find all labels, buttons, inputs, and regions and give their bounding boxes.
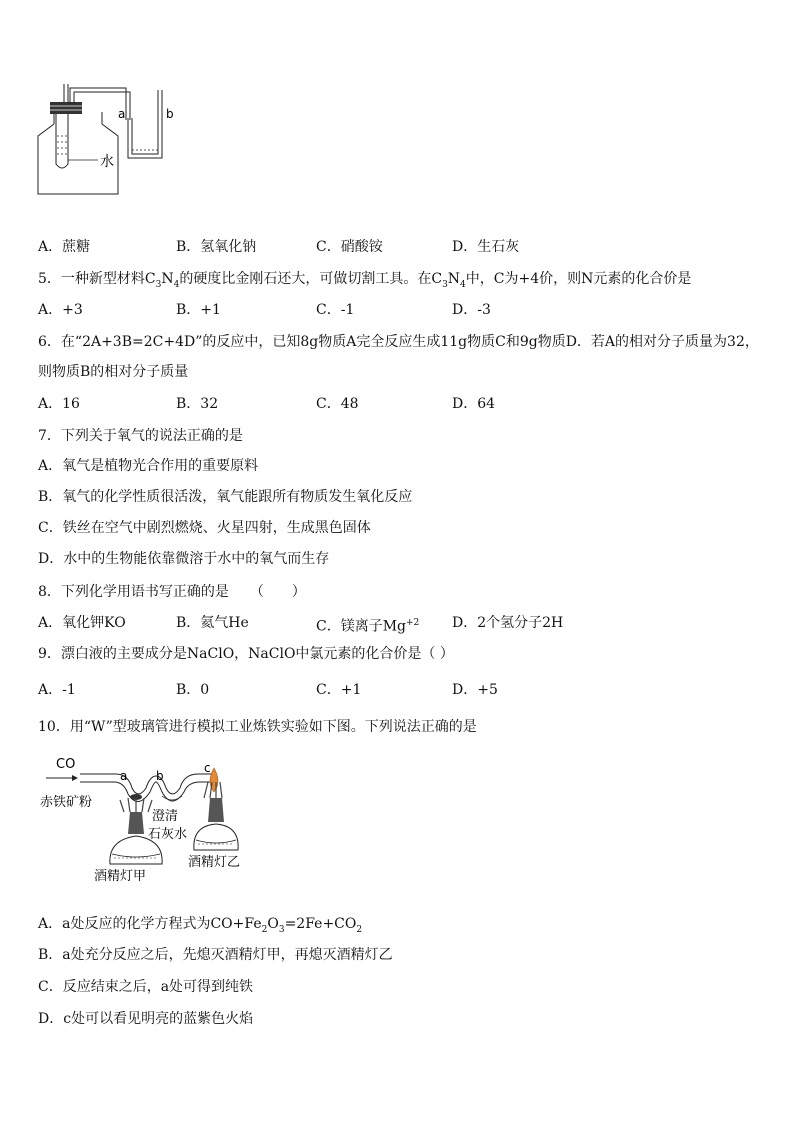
q5-text-5: 中，C为+4价，则N元素的化合价是: [465, 271, 692, 287]
q10-a-text-2: O: [267, 916, 279, 932]
label-limewater-1: 澄清: [152, 809, 179, 824]
q6-stem-line-1: 6．在“2A+3B=2C+4D”的反应中，已知8g物质A完全反应生成11g物质C和9g物质D．若A的相对分子质量为32，: [38, 334, 759, 350]
q5-option-d: D．-3: [452, 302, 491, 318]
q7-option-c: C．铁丝在空气中剧烈燃烧、火星四射，生成黑色固体: [38, 520, 371, 536]
q7-option-b: B．氧气的化学性质很活泼，氧气能跟所有物质发生氧化反应: [38, 489, 413, 505]
apparatus-figure-w-tube: [38, 752, 268, 892]
q5-sub-2: 4: [173, 279, 180, 290]
label-lamp-jia: 酒精灯甲: [94, 869, 147, 884]
label-a: a: [118, 107, 126, 121]
q5-text-1: 5．一种新型材料C: [38, 271, 156, 287]
q5-stem: [38, 270, 691, 294]
q10-option-c: C．反应结束之后，a处可得到纯铁: [38, 979, 254, 995]
q5-sub-4: 4: [460, 279, 466, 290]
q8-option-d: D．2个氢分子2H: [452, 615, 564, 631]
q5-text-2: N: [161, 271, 174, 287]
q7-option-d: D．水中的生物能依靠微溶于水中的氧气而生存: [38, 551, 330, 567]
label-iron-ore: 赤铁矿粉: [40, 795, 93, 810]
q10-option-b: B．a处充分反应之后，先熄灭酒精灯甲，再熄灭酒精灯乙: [38, 947, 393, 963]
q6-option-a: A．16: [38, 396, 80, 412]
q8-option-a: A．氧化钾KO: [38, 615, 126, 631]
q5-option-a: A．+3: [38, 302, 83, 318]
label-c: c: [204, 761, 211, 775]
q4-option-a: A．蔗糖: [38, 239, 91, 255]
q4-option-d: D．生石灰: [452, 239, 520, 255]
label-co: CO: [56, 757, 76, 772]
label-a: a: [120, 769, 128, 783]
q5-text-3: 的硬度比金刚石还大，可做切割工具。在C: [179, 271, 443, 287]
q10-option-a: [38, 915, 362, 939]
q8-option-c-text: C．镁离子Mg: [316, 618, 407, 635]
q8-stem: 8．下列化学用语书写正确的是 （ ）: [38, 584, 306, 600]
label-water: 水: [100, 154, 114, 170]
q10-a-sub-2: 3: [278, 924, 285, 935]
q6-option-d: D．64: [452, 396, 496, 412]
q10-a-text-1: A．a处反应的化学方程式为CO+Fe: [38, 916, 262, 932]
q5-sub-1: 3: [155, 279, 162, 290]
label-limewater-2: 石灰水: [148, 827, 188, 842]
label-b: b: [166, 107, 174, 121]
q9-option-d: D．+5: [452, 682, 498, 698]
q10-a-sub-3: 2: [356, 924, 363, 935]
q10-a-text-3: =2Fe+CO: [284, 916, 357, 932]
q5-option-c: C．-1: [316, 302, 355, 318]
label-b: b: [156, 769, 164, 783]
q5-sub-3: 3: [442, 279, 448, 290]
q10-stem: 10．用“W”型玻璃管进行模拟工业炼铁实验如下图。下列说法正确的是: [38, 719, 477, 735]
q6-option-c: C．48: [316, 396, 359, 412]
q10-a-sub-1: 2: [261, 924, 268, 935]
apparatus-figure-1: [34, 80, 184, 198]
q9-option-a: A．-1: [38, 682, 76, 698]
q9-option-c: C．+1: [316, 682, 362, 698]
label-lamp-yi: 酒精灯乙: [188, 855, 241, 870]
q6-option-b: B．32: [176, 396, 219, 412]
q4-option-c: C．硝酸铵: [316, 239, 383, 255]
q7-option-a: A．氧气是植物光合作用的重要原料: [38, 458, 259, 474]
q5-option-b: B．+1: [176, 302, 221, 318]
q4-option-b: B．氢氧化钠: [176, 239, 257, 255]
q9-option-b: B．0: [176, 682, 210, 698]
q5-text-4: N: [447, 271, 461, 287]
q8-option-c: [316, 614, 419, 636]
q6-stem-line-2: 则物质B的相对分子质量: [38, 364, 189, 380]
q7-stem: 7．下列关于氧气的说法正确的是: [38, 428, 243, 444]
q9-stem: 9．漂白液的主要成分是NaClO，NaClO中氯元素的化合价是（ ）: [38, 646, 454, 662]
q8-option-c-sup: +2: [406, 618, 420, 628]
q10-option-d: D．c处可以看见明亮的蓝紫色火焰: [38, 1011, 254, 1027]
q8-option-b: B．氦气He: [176, 615, 249, 631]
